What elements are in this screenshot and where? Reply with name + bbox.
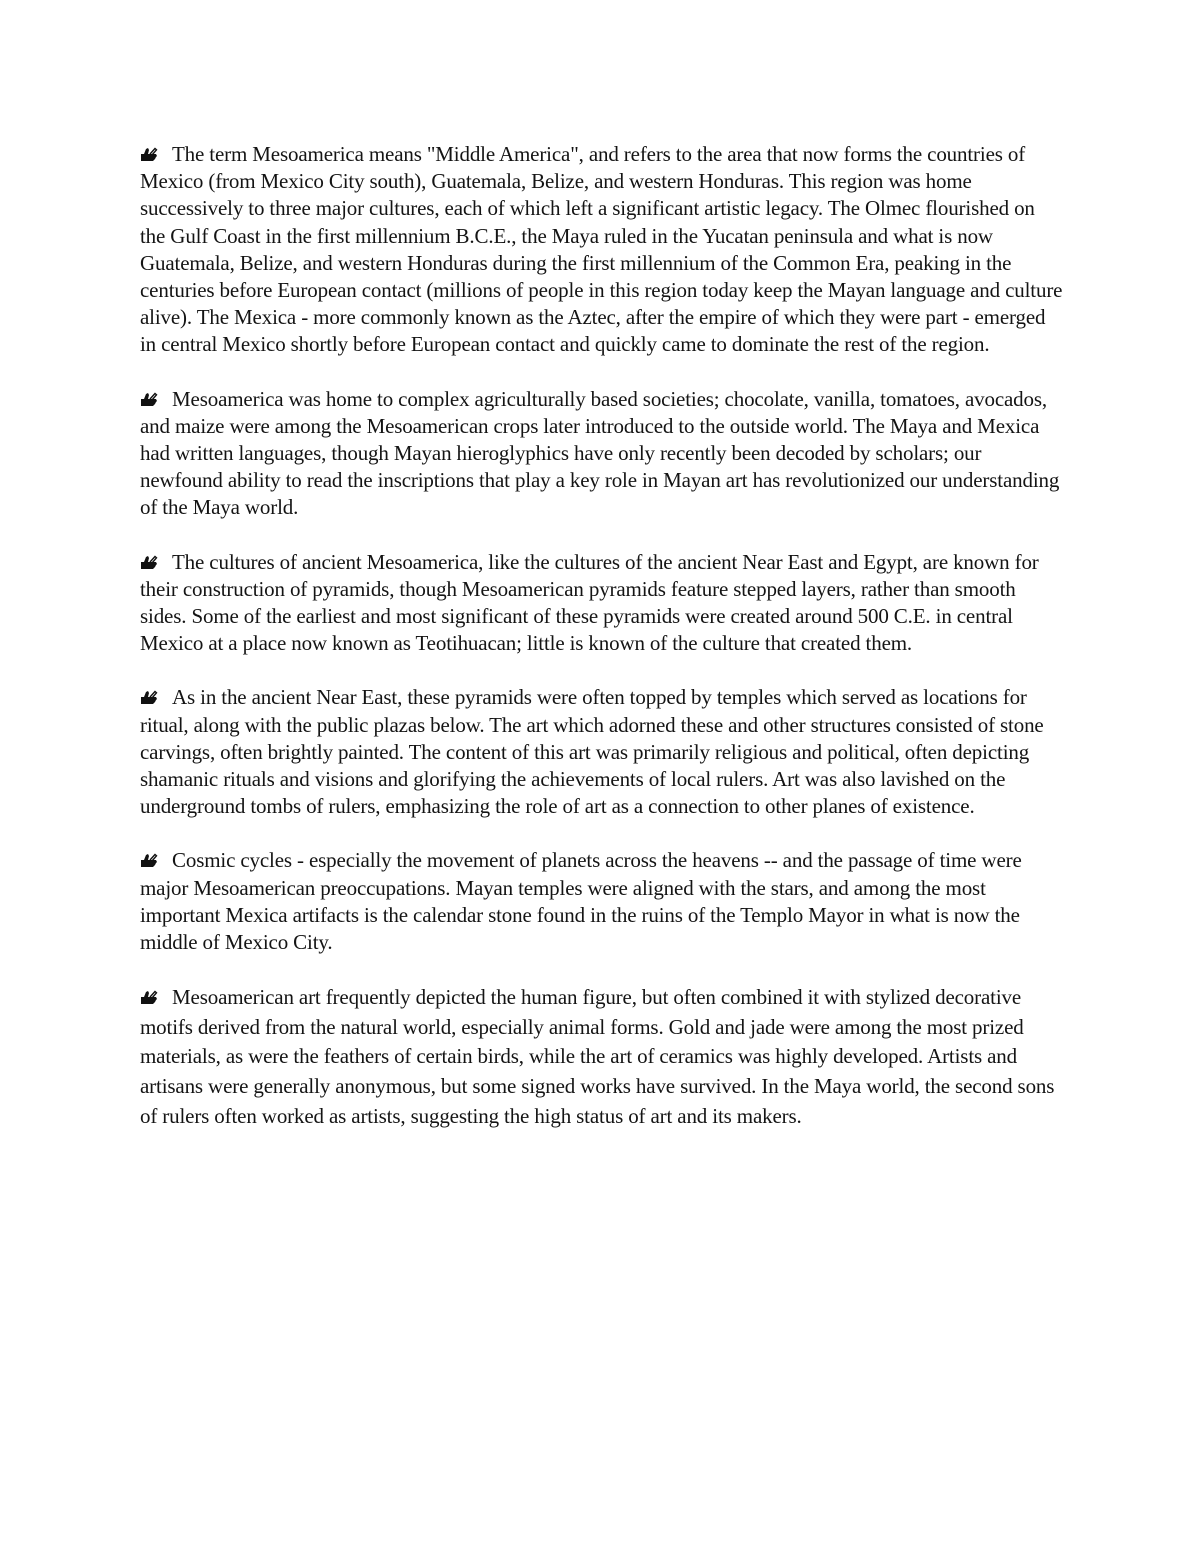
paragraph-2 <box>140 386 1065 522</box>
hand-writing-icon <box>140 555 158 570</box>
hand-writing-icon <box>140 690 158 705</box>
paragraph-text: Mesoamerica was home to complex agriculturally based societies; chocolate, vanilla, tomatoes, avocados, and maize were among the Mesoamerican crops later introduced to the outside world. The Maya and Mexica had written languages, though Mayan hieroglyphics have only recently been decoded by scholars; our newfound ability to read the inscriptions that play a key role in Mayan art has revolutionized our understanding of the Maya world. <box>140 386 1060 520</box>
hand-writing-icon <box>140 392 158 407</box>
paragraph-text: The term Mesoamerica means "Middle America", and refers to the area that now forms the countries of Mexico (from Mexico City south), Guatemala, Belize, and western Honduras. This region was home successively to three major cultures, each of which left a significant artistic legacy. The Olmec flourished on the Gulf Coast in the first millennium B.C.E., the Maya ruled in the Yucatan peninsula and what is now Guatemala, Belize, and western Honduras during the first millennium of the Common Era, peaking in the centuries before European contact (millions of people in this region today keep the Mayan language and culture alive). The Mexica - more commonly known as the Aztec, after the empire of which they were part - emerged in central Mexico shortly before European contact and quickly came to dominate the rest of the region. <box>140 142 1063 357</box>
paragraph-text: Cosmic cycles - especially the movement of planets across the heavens -- and the passage of time were major Mesoamerican preoccupations. Mayan temples were aligned with the stars, and among the most important Mexica artifacts is the calendar stone found in the ruins of the Templo Mayor in what is now the middle of Mexico City. <box>140 848 1022 955</box>
paragraph-text: Mesoamerican art frequently depicted the human figure, but often combined it with stylized decorative motifs derived from the natural world, especially animal forms. Gold and jade were among the most prized materials, as were the feathers of certain birds, while the art of ceramics was highly developed. Artists and artisans were generally anonymous, but some signed works have survived. In the Maya world, the second sons of rulers often worked as artists, suggesting the high status of art and its makers. <box>140 985 1055 1128</box>
document-body <box>140 141 1065 1131</box>
hand-writing-icon <box>140 147 158 162</box>
paragraph-6 <box>140 983 1065 1131</box>
paragraph-3 <box>140 549 1065 658</box>
hand-writing-icon <box>140 990 158 1005</box>
paragraph-text: As in the ancient Near East, these pyramids were often topped by temples which served as locations for ritual, along with the public plazas below. The art which adorned these and other structures consisted of stone carvings, often brightly painted. The content of this art was primarily religious and political, often depicting shamanic rituals and visions and glorifying the achievements of local rulers. Art was also lavished on the underground tombs of rulers, emphasizing the role of art as a connection to other planes of existence. <box>140 685 1044 819</box>
paragraph-4 <box>140 684 1065 820</box>
paragraph-1 <box>140 141 1065 359</box>
paragraph-5 <box>140 847 1065 956</box>
paragraph-text: The cultures of ancient Mesoamerica, like the cultures of the ancient Near East and Egypt, are known for their construction of pyramids, though Mesoamerican pyramids feature stepped layers, rather than smooth sides. Some of the earliest and most significant of these pyramids were created around 500 C.E. in central Mexico at a place now known as Teotihuacan; little is known of the culture that created them. <box>140 549 1039 656</box>
hand-writing-icon <box>140 853 158 868</box>
